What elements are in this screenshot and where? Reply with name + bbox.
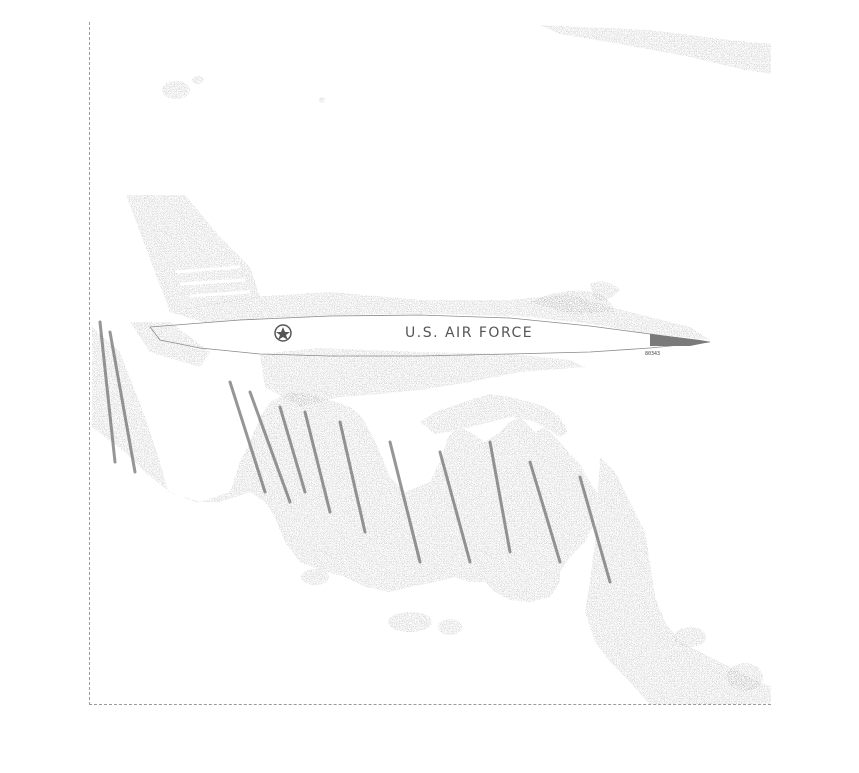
sky-specks: [162, 76, 325, 103]
photo-canvas: [90, 22, 771, 705]
top-cloud-streak: [540, 25, 771, 74]
roundel-insignia: [275, 325, 291, 341]
serial-marking: 80343: [645, 351, 661, 357]
fuselage-marking: U.S. AIR FORCE: [405, 325, 534, 341]
fighter-jet: [126, 195, 710, 407]
wing-shadow: [260, 348, 585, 407]
image-frame: [89, 22, 771, 705]
